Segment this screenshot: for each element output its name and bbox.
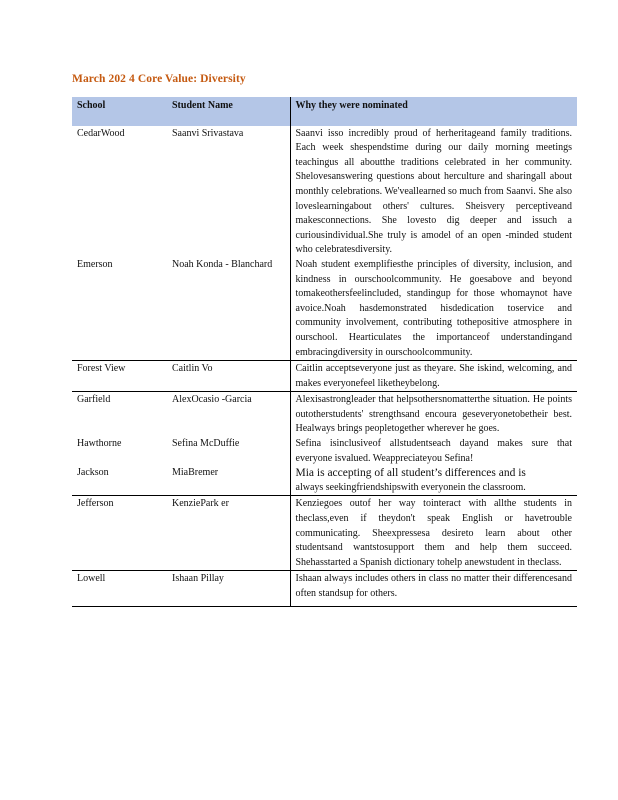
school-cell: Jackson [77,467,109,479]
header-reason: Why they were nominated [290,97,577,126]
table-body [72,126,577,607]
school-cell: Jefferson [72,496,167,571]
reason-cell: Sefina isinclusiveof allstudentseach dayand makes sure that everyone isvalued. Weappreciateyou Sefina! [290,437,577,466]
student-cell: Saanvi Srivastava [172,127,244,139]
student-cell: Sefina McDuffie [172,438,240,450]
table-row [72,437,577,466]
reason-cell: Alexisastrongleader that helpsothersnomatterthe situation. He points outotherstudents' strengthsand encoura geseveryonetobetheir best. Healways brings peopletogether wherever he goes. [290,392,577,437]
student-cell: Noah Konda - Blanchard [172,258,273,270]
student-cell: Ishaan Pillay [167,571,290,606]
header-row [72,97,577,126]
table-row [72,361,577,392]
school-cell: Garfield [72,392,167,437]
school-cell: Emerson [77,258,113,270]
student-cell: AlexOcasio -Garcia [167,392,290,437]
reason-cell: Ishaan always includes others in class no matter their differencesand often standsup for others. [290,571,577,606]
table-row [72,571,577,606]
reason-cell: Saanvi isso incredibly proud of herheritageand family traditions. Each week shespendstime during our daily morning meetings teachingus all aboutthe traditions celebrated in her community. Shelovesanswering questions about herculture and sharingall about monthly celebrations. We'veallearned so much from Saanvi. She also loveslearningabout others' cultures. Sheisvery perceptiveand makesconnections. She lovesto dig deeper and issuch a curiousindividual.She truly is amodel of an open -minded student who celebratesdiversity. [290,126,577,258]
student-cell: Caitlin Vo [167,361,290,392]
page-title: March 202 4 Core Value: Diversity [72,73,246,85]
header-school: School [72,97,167,126]
table-row [72,392,577,437]
school-cell: CedarWood [77,127,125,139]
school-cell: Forest View [72,361,167,392]
student-cell: MiaBremer [172,467,219,479]
table-row [72,496,577,571]
table-header [72,97,577,126]
table-row [72,126,577,258]
header-student-name: Student Name [167,97,290,126]
table-row [72,466,577,496]
table-row [72,258,577,361]
reason-cell: Kenziegoes outof her way tointeract with allthe students in theclass,even if theydon't speak English or havetrouble communicating. Sheexpressesa desireto learn about other studentsand wantstosupport them and help them succeed. Shehasstarted a Spanish dictionary tohelp anewstudent in theclass. [290,496,577,571]
reason-cell: Noah student exemplifiesthe principles of diversity, inclusion, and kindness in ourschoolcommunity. He goesabove and beyond tomakeothersfeelincluded, standingup for those whomaynot have avoice.Noah hasdemonstrated hisdedication toservice and community involvement, contributing tothepositive atmosphere in ourschool. Hearticulates the importanceof understandingand embracingdiversity in ourschoolcommunity. [290,258,577,361]
reason-cell [290,466,577,496]
reason-lead-text: Mia is accepting of all student’s differences and is [295,467,526,480]
student-cell: KenziePark er [167,496,290,571]
reason-text: always seekingfriendshipswith everyonein the classroom. [295,481,526,493]
school-cell: Lowell [72,571,167,606]
school-cell: Hawthorne [77,438,122,450]
nominations-table [72,97,577,607]
reason-cell: Caitlin acceptseveryone just as theyare. She iskind, welcoming, and makes everyonefeel liketheybelong. [290,361,577,392]
